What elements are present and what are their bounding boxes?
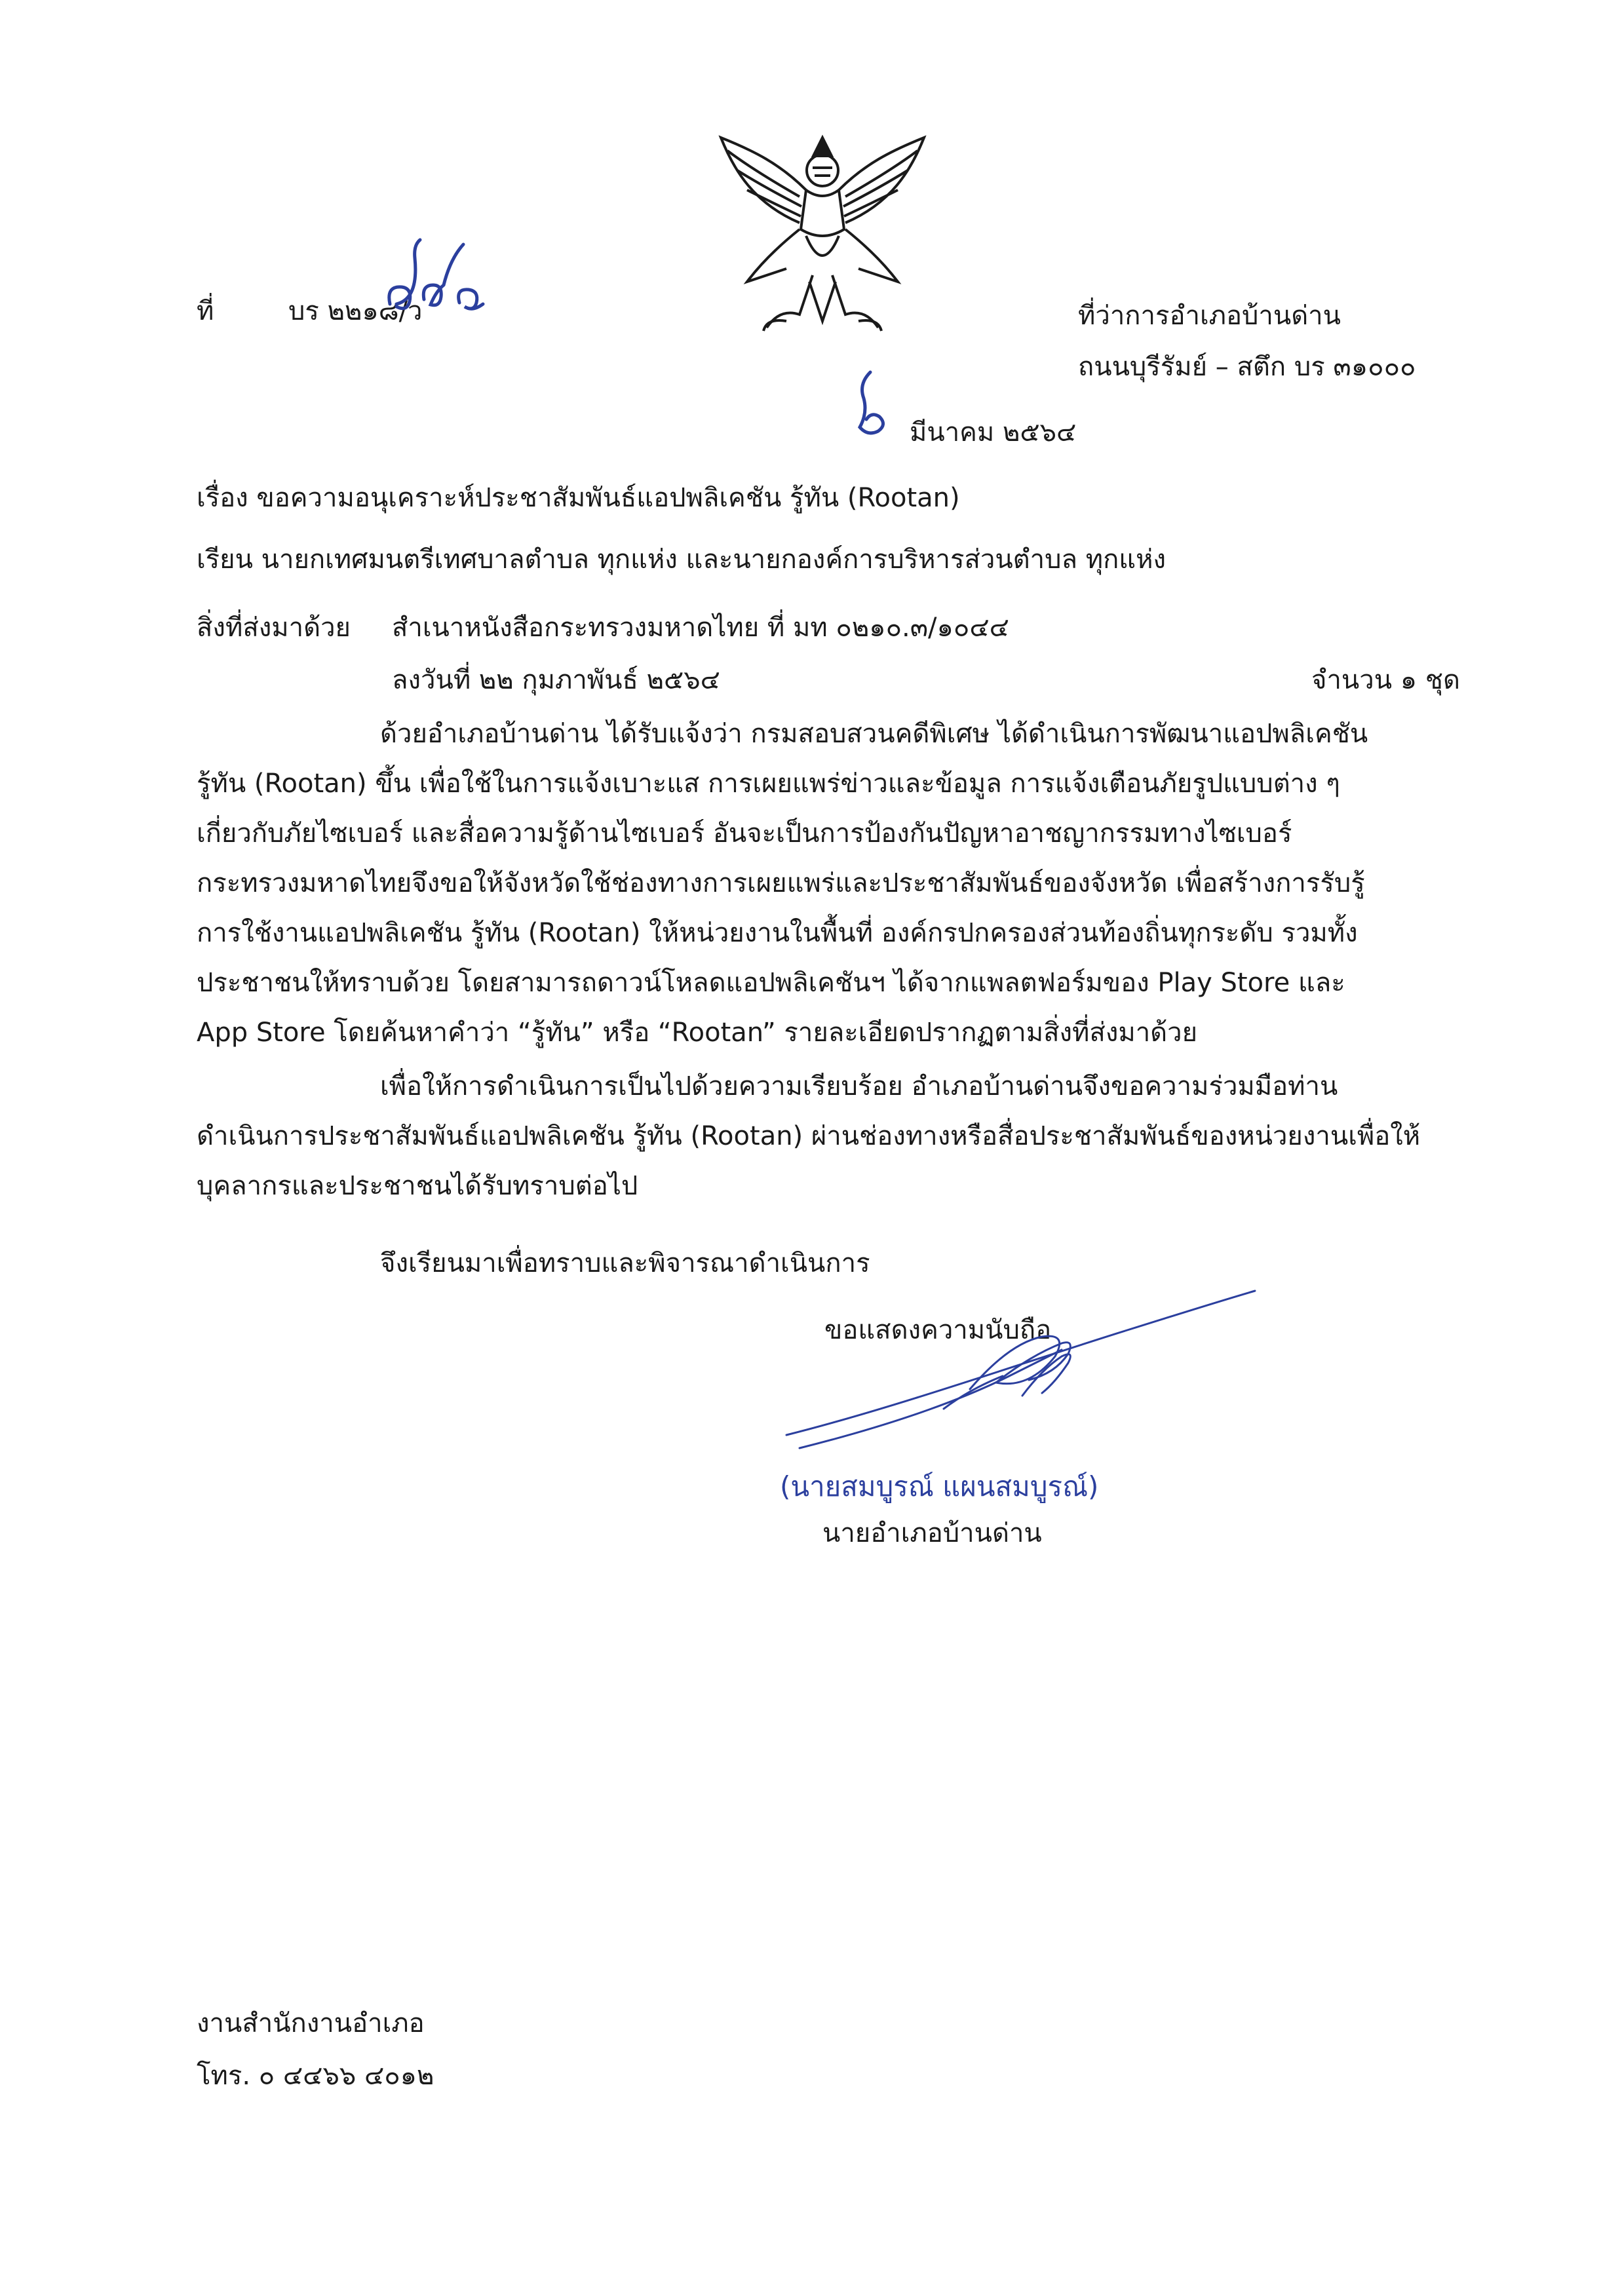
- paragraph-line: รู้ทัน (Rootan) ขึ้น เพื่อใช้ในการแจ้งเบาะแส การเผยแพร่ข่าวและข้อมูล การแจ้งเตือนภัยรูปแบบต่าง ๆ: [197, 769, 1340, 799]
- date-month-year: มีนาคม ๒๕๖๔: [910, 417, 1077, 448]
- paragraph-line: การใช้งานแอปพลิเคชัน รู้ทัน (Rootan) ให้หน่วยงานในพื้นที่ องค์กรปกครองส่วนท้องถิ่นทุกระดับ รวมทั้ง: [197, 918, 1358, 948]
- footer-office: งานสำนักงานอำเภอ: [197, 2008, 425, 2038]
- paragraph-line: เกี่ยวกับภัยไซเบอร์ และสื่อความรู้ด้านไซเบอร์ อันจะเป็นการป้องกันปัญหาอาชญากรรมทางไซเบอร์: [197, 818, 1292, 849]
- garuda-emblem-icon: [708, 124, 937, 341]
- enclosure-line-2: ลงวันที่ ๒๒ กุมภาพันธ์ ๒๕๖๔: [392, 665, 720, 695]
- enclosure-label: สิ่งที่ส่งมาด้วย: [197, 613, 351, 643]
- paragraph-line: กระทรวงมหาดไทยจึงขอให้จังหวัดใช้ช่องทางการเผยแพร่และประชาสัมพันธ์ของจังหวัด เพื่อสร้างการรับรู้: [197, 868, 1365, 898]
- paragraph-line: ดำเนินการประชาสัมพันธ์แอปพลิเคชัน รู้ทัน (Rootan) ผ่านช่องทางหรือสื่อประชาสัมพันธ์ของหน่วยงานเพื่อให้: [197, 1121, 1421, 1151]
- reference-label: ที่: [197, 296, 214, 326]
- regards-line: ขอแสดงความนับถือ: [824, 1315, 1052, 1345]
- office-name: ที่ว่าการอำเภอบ้านด่าน: [1078, 301, 1341, 331]
- salutation-line: เรียน นายกเทศมนตรีเทศบาลตำบล ทุกแห่ง และนายกองค์การบริหารส่วนตำบล ทุกแห่ง: [197, 545, 1166, 575]
- handwritten-date-day: [852, 367, 898, 439]
- paragraph-line: บุคลากรและประชาชนได้รับทราบต่อไป: [197, 1171, 638, 1201]
- body-paragraph-1: [197, 709, 1460, 1058]
- subject-line: เรื่อง ขอความอนุเคราะห์ประชาสัมพันธ์แอปพลิเคชัน รู้ทัน (Rootan): [197, 483, 960, 513]
- paragraph-line: App Store โดยค้นหาคำว่า “รู้ทัน” หรือ “Rootan” รายละเอียดปรากฏตามสิ่งที่ส่งมาด้วย: [197, 1018, 1198, 1048]
- footer-phone: โทร. ๐ ๔๔๖๖ ๔๐๑๒: [197, 2061, 434, 2091]
- signature-scribble: [773, 1258, 1258, 1474]
- paragraph-line: เพื่อให้การดำเนินการเป็นไปด้วยความเรียบร้อย อำเภอบ้านด่านจึงขอความร่วมมือท่าน: [380, 1071, 1338, 1101]
- paragraph-line: ประชาชนให้ทราบด้วย โดยสามารถดาวน์โหลดแอปพลิเคชันฯ ได้จากแพลตฟอร์มของ Play Store และ: [197, 968, 1345, 998]
- office-address: ถนนบุรีรัมย์ – สตึก บร ๓๑๐๐๐: [1078, 352, 1416, 382]
- signer-name: (นายสมบูรณ์ แผนสมบูรณ์): [780, 1470, 1099, 1502]
- enclosure-quantity: จำนวน ๑ ชุด: [1311, 665, 1460, 695]
- reference-number: บร ๒๒๑๘/ว: [288, 296, 423, 326]
- enclosure-line-1: สำเนาหนังสือกระทรวงมหาดไทย ที่ มท ๐๒๑๐.๓/๑๐๔๔: [392, 613, 1009, 643]
- signer-title: นายอำเภอบ้านด่าน: [822, 1518, 1042, 1548]
- handwritten-reference-number: [383, 231, 492, 329]
- paragraph-line: ด้วยอำเภอบ้านด่าน ได้รับแจ้งว่า กรมสอบสวนคดีพิเศษ ได้ดำเนินการพัฒนาแอปพลิเคชัน: [380, 719, 1368, 749]
- closing-line: จึงเรียนมาเพื่อทราบและพิจารณาดำเนินการ: [380, 1248, 870, 1278]
- body-paragraph-2: [197, 1062, 1460, 1211]
